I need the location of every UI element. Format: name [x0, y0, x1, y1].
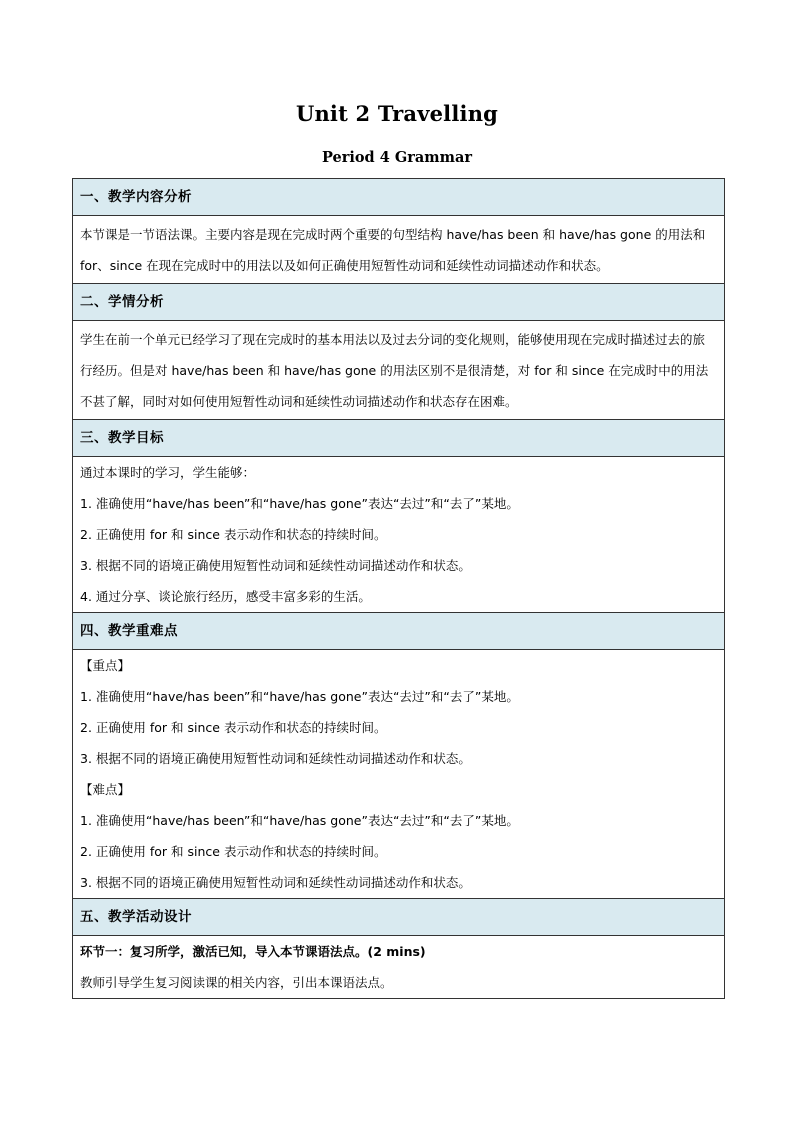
objectives-heading: 三、教学目标	[73, 420, 725, 457]
learner-analysis-text: 学生在前一个单元已经学习了现在完成时的基本用法以及过去分词的变化规则，能够使用现在完成时描述过去的旅行经历。但是对 have/has been 和 have/has gone 的用法区别不是很清楚，对 for 和 since 在完成时中的用法不甚了解，同时对如何使用短暂性动词和延续性动词描述动作和状态存在困难。	[80, 332, 709, 409]
objective-item: 2. 正确使用 for 和 since 表示动作和状态的持续时间。	[80, 527, 387, 542]
section-body-row	[73, 216, 725, 284]
key-points-heading: 四、教学重难点	[73, 613, 725, 650]
document-subtitle: Period 4 Grammar	[321, 149, 473, 166]
key-point-item: 3. 根据不同的语境正确使用短暂性动词和延续性动词描述动作和状态。	[80, 751, 471, 766]
key-points-label: 【重点】	[80, 658, 131, 673]
document-title: Unit 2 Travelling	[295, 101, 499, 126]
section-header-row	[73, 284, 725, 321]
content-analysis-heading: 一、教学内容分析	[73, 179, 725, 216]
difficult-point-item: 3. 根据不同的语境正确使用短暂性动词和延续性动词描述动作和状态。	[80, 875, 471, 890]
section-body-row	[73, 650, 725, 899]
section-header-row	[73, 179, 725, 216]
section-header-row	[73, 613, 725, 650]
section-body-row	[73, 936, 725, 999]
section-header-row	[73, 420, 725, 457]
objectives-intro: 通过本课时的学习，学生能够：	[80, 465, 256, 480]
objective-item: 4. 通过分享、谈论旅行经历，感受丰富多彩的生活。	[80, 589, 371, 604]
lesson-plan-table	[72, 178, 725, 999]
objective-item: 1. 准确使用“have/has been”和“have/has gone”表达“去过”和“去了”某地。	[80, 496, 519, 511]
objective-item: 3. 根据不同的语境正确使用短暂性动词和延续性动词描述动作和状态。	[80, 558, 471, 573]
section-body-row	[73, 457, 725, 613]
section-header-row	[73, 899, 725, 936]
section-body-row	[73, 321, 725, 420]
difficult-point-item: 1. 准确使用“have/has been”和“have/has gone”表达“去过”和“去了”某地。	[80, 813, 519, 828]
activities-heading: 五、教学活动设计	[73, 899, 725, 936]
difficult-points-label: 【难点】	[80, 782, 131, 797]
content-analysis-text: 本节课是一节语法课。主要内容是现在完成时两个重要的句型结构 have/has been 和 have/has gone 的用法和 for、since 在现在完成时中的用法以及如何正确使用短暂性动词和延续性动词描述动作和状态。	[80, 227, 706, 273]
activity-step-title: 环节一：复习所学，激活已知，导入本节课语法点。(2 mins)	[80, 944, 426, 959]
key-point-item: 2. 正确使用 for 和 since 表示动作和状态的持续时间。	[80, 720, 387, 735]
activity-step-text: 教师引导学生复习阅读课的相关内容，引出本课语法点。	[80, 975, 393, 990]
key-point-item: 1. 准确使用“have/has been”和“have/has gone”表达“去过”和“去了”某地。	[80, 689, 519, 704]
difficult-point-item: 2. 正确使用 for 和 since 表示动作和状态的持续时间。	[80, 844, 387, 859]
learner-analysis-heading: 二、学情分析	[73, 284, 725, 321]
